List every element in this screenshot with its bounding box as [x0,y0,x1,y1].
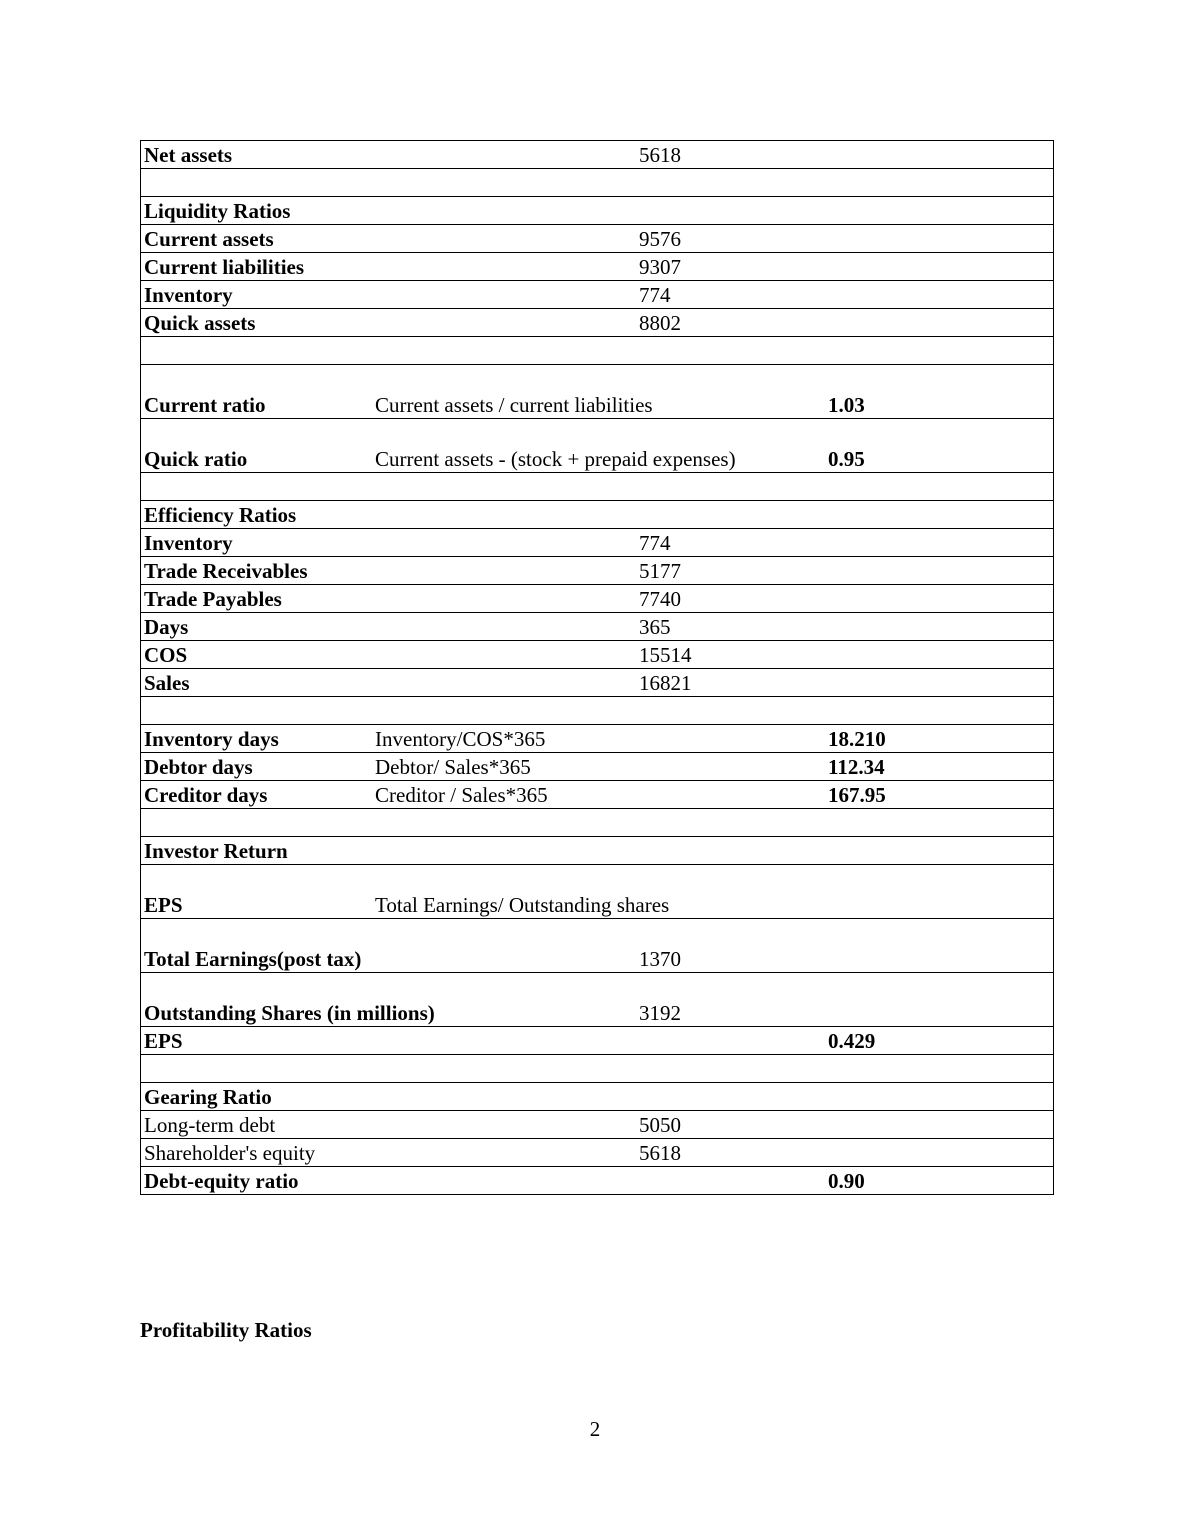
financial-ratios-table [140,140,1054,1195]
cell-label: Inventory [141,529,373,557]
cell-result [825,225,1054,253]
cell-label: Current liabilities [141,253,373,281]
cell-formula [372,1055,636,1083]
cell-formula [372,1139,636,1167]
cell-result [825,309,1054,337]
cell-result [825,281,1054,309]
cell-formula [372,473,636,501]
cell-label [141,473,373,501]
cell-value [636,781,825,809]
cell-value [636,809,825,837]
table-row [141,1027,1054,1055]
cell-value [636,1027,825,1055]
cell-label: Outstanding Shares (in millions) [141,973,373,1027]
cell-result [825,1083,1054,1111]
cell-result [825,697,1054,725]
cell-formula: Total Earnings/ Outstanding shares [372,865,636,919]
cell-formula [372,337,636,365]
table-row [141,419,1054,473]
table-row [141,1139,1054,1167]
financial-ratios-table-body [141,141,1054,1195]
cell-label [141,809,373,837]
cell-value [636,753,825,781]
table-row [141,753,1054,781]
table-row [141,197,1054,225]
cell-value [636,169,825,197]
cell-formula [372,141,636,169]
cell-label: EPS [141,1027,373,1055]
cell-label [141,697,373,725]
cell-value: 16821 [636,669,825,697]
cell-formula [372,1167,636,1195]
table-row [141,725,1054,753]
cell-result [825,169,1054,197]
cell-result [825,1111,1054,1139]
cell-formula: Inventory/COS*365 [372,725,636,753]
cell-label: Days [141,613,373,641]
cell-value: 5618 [636,1139,825,1167]
cell-result [825,1139,1054,1167]
table-row [141,225,1054,253]
cell-result: 0.429 [825,1027,1054,1055]
table-row [141,865,1054,919]
cell-label: Current assets [141,225,373,253]
cell-formula [372,225,636,253]
cell-value: 774 [636,529,825,557]
cell-value [636,365,825,419]
cell-value [636,501,825,529]
table-row [141,557,1054,585]
cell-formula [372,501,636,529]
table-row [141,1167,1054,1195]
cell-value [636,725,825,753]
cell-result: 0.90 [825,1167,1054,1195]
cell-label: Creditor days [141,781,373,809]
cell-label: EPS [141,865,373,919]
table-row [141,781,1054,809]
cell-result: 1.03 [825,365,1054,419]
cell-formula [372,585,636,613]
cell-result [825,473,1054,501]
cell-label: Debt-equity ratio [141,1167,373,1195]
cell-result: 18.210 [825,725,1054,753]
cell-result [825,669,1054,697]
cell-value: 8802 [636,309,825,337]
cell-label: Debtor days [141,753,373,781]
cell-formula [372,1027,636,1055]
cell-formula: Creditor / Sales*365 [372,781,636,809]
cell-formula [372,1111,636,1139]
cell-result [825,529,1054,557]
cell-value [636,197,825,225]
cell-formula [372,197,636,225]
cell-result: 0.95 [825,419,1054,473]
cell-value: 774 [636,281,825,309]
table-row [141,1111,1054,1139]
cell-value: 5177 [636,557,825,585]
cell-label: Net assets [141,141,373,169]
table-row [141,669,1054,697]
cell-result [825,141,1054,169]
cell-value: 5050 [636,1111,825,1139]
table-row [141,501,1054,529]
cell-formula [372,809,636,837]
cell-value: 5618 [636,141,825,169]
cell-label [141,169,373,197]
cell-label: COS [141,641,373,669]
cell-value [636,473,825,501]
page-number: 2 [589,1417,601,1441]
table-row [141,253,1054,281]
cell-result [825,197,1054,225]
cell-result [825,1055,1054,1083]
cell-value [636,697,825,725]
table-row [141,613,1054,641]
cell-result: 112.34 [825,753,1054,781]
cell-label [141,337,373,365]
cell-result [825,501,1054,529]
cell-formula [372,837,636,865]
table-row [141,641,1054,669]
table-row [141,585,1054,613]
cell-value: 15514 [636,641,825,669]
cell-result [825,557,1054,585]
cell-label: Liquidity Ratios [141,197,373,225]
cell-value [636,1167,825,1195]
cell-label: Current ratio [141,365,373,419]
table-row [141,973,1054,1027]
cell-value: 1370 [636,919,825,973]
cell-value [636,337,825,365]
cell-formula [372,919,636,973]
cell-value: 365 [636,613,825,641]
table-row [141,1083,1054,1111]
cell-label: Quick assets [141,309,373,337]
cell-label [141,1055,373,1083]
cell-label: Shareholder's equity [141,1139,373,1167]
cell-result [825,865,1054,919]
cell-result [825,641,1054,669]
cell-formula [372,1083,636,1111]
cell-result [825,837,1054,865]
cell-value: 3192 [636,973,825,1027]
section-heading: Profitability Ratios [140,1318,312,1342]
table-row [141,809,1054,837]
cell-formula [372,309,636,337]
table-row [141,281,1054,309]
cell-formula [372,641,636,669]
cell-formula: Current assets / current liabilities [372,365,636,419]
cell-label: Long-term debt [141,1111,373,1139]
table-row [141,309,1054,337]
table-row [141,337,1054,365]
cell-value [636,1055,825,1083]
cell-label: Trade Payables [141,585,373,613]
cell-result [825,973,1054,1027]
table-row [141,365,1054,419]
cell-result [825,253,1054,281]
cell-label: Sales [141,669,373,697]
table-row [141,697,1054,725]
cell-result [825,919,1054,973]
table-row [141,141,1054,169]
cell-label: Investor Return [141,837,373,865]
cell-formula: Debtor/ Sales*365 [372,753,636,781]
cell-label: Inventory days [141,725,373,753]
cell-result [825,337,1054,365]
cell-label: Inventory [141,281,373,309]
cell-value [636,1083,825,1111]
cell-formula [372,613,636,641]
cell-result [825,585,1054,613]
cell-label: Total Earnings(post tax) [141,919,373,973]
cell-formula [372,557,636,585]
table-row [141,169,1054,197]
table-row [141,1055,1054,1083]
cell-result [825,809,1054,837]
cell-formula [372,169,636,197]
table-row [141,837,1054,865]
cell-value [636,837,825,865]
cell-value: 9576 [636,225,825,253]
cell-result [825,613,1054,641]
cell-result: 167.95 [825,781,1054,809]
cell-formula [372,669,636,697]
cell-formula [372,253,636,281]
cell-label: Quick ratio [141,419,373,473]
cell-formula [372,281,636,309]
table-row [141,529,1054,557]
cell-label: Gearing Ratio [141,1083,373,1111]
cell-value: 9307 [636,253,825,281]
cell-label: Trade Receivables [141,557,373,585]
table-row [141,919,1054,973]
cell-formula: Current assets - (stock + prepaid expenses) [372,419,636,473]
cell-label: Efficiency Ratios [141,501,373,529]
cell-value: 7740 [636,585,825,613]
cell-formula [372,529,636,557]
cell-formula [372,697,636,725]
table-row [141,473,1054,501]
